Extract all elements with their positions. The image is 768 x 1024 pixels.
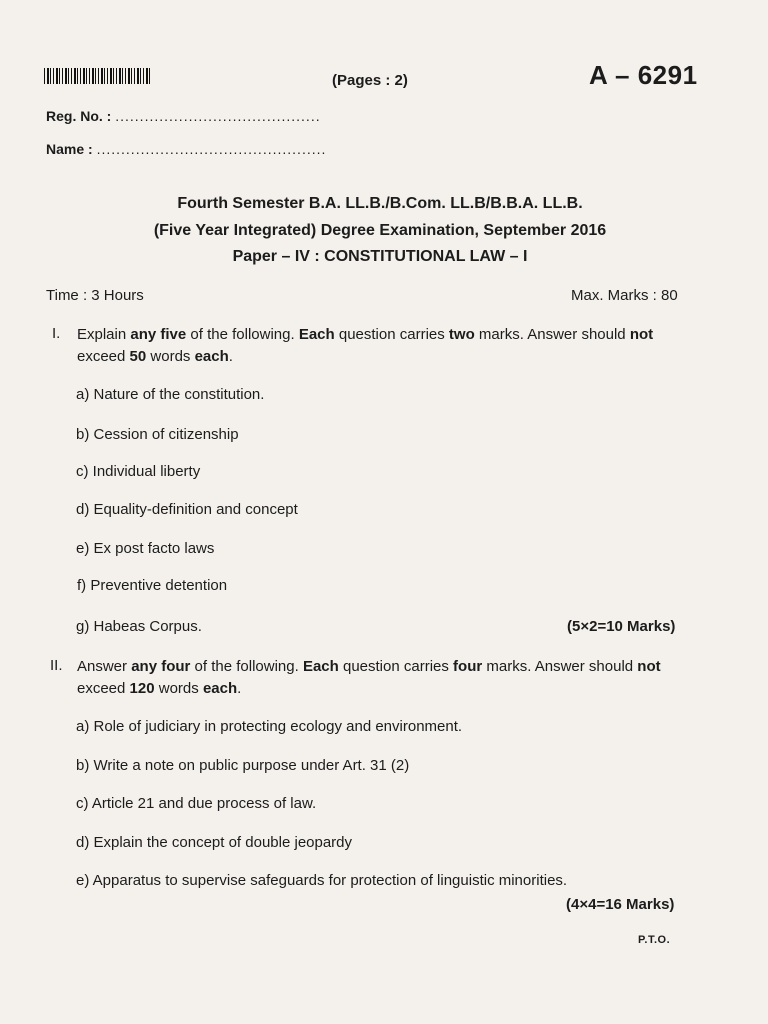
section-1-instructions: Explain any five of the following. Each question carries two marks. Answer should not exceed 50 words each.: [77, 326, 654, 365]
question-1f: f) Preventive detention: [77, 577, 228, 594]
paper-code: A – 6291: [589, 60, 698, 90]
reg-no-dots: ..........................................: [115, 108, 321, 124]
question-2b: b) Write a note on public purpose under Art. 31 (2): [76, 757, 410, 774]
question-2c: c) Article 21 and due process of law.: [76, 795, 317, 812]
exam-title-line1: Fourth Semester B.A. LL.B./B.Com. LL.B/B.B.A. LL.B.: [177, 195, 583, 212]
section-2-number: II.: [50, 657, 63, 674]
exam-title-line2: (Five Year Integrated) Degree Examination, September 2016: [153, 222, 607, 239]
barcode: [44, 68, 150, 84]
page-count: (Pages : 2): [332, 72, 408, 89]
section-1-total-marks: (5×2=10 Marks): [567, 618, 676, 635]
question-1c: c) Individual liberty: [76, 463, 201, 480]
reg-no-field: [46, 108, 321, 124]
section-2-total-marks: (4×4=16 Marks): [566, 896, 675, 913]
question-1g: g) Habeas Corpus.: [76, 618, 202, 635]
question-1d: d) Equality-definition and concept: [76, 501, 298, 518]
time-allowed: Time : 3 Hours: [46, 287, 144, 304]
name-field: [46, 141, 326, 157]
question-1b: b) Cession of citizenship: [76, 426, 239, 443]
section-1-number: I.: [52, 325, 61, 342]
question-1a: a) Nature of the constitution.: [76, 386, 265, 403]
question-2a: a) Role of judiciary in protecting ecology and environment.: [76, 718, 463, 735]
question-1e: e) Ex post facto laws: [76, 540, 215, 557]
max-marks: Max. Marks : 80: [571, 287, 678, 304]
reg-no-label: Reg. No. :: [46, 108, 112, 124]
name-label: Name :: [46, 141, 93, 157]
question-2d: d) Explain the concept of double jeopardy: [76, 834, 353, 851]
section-2-instructions: Answer any four of the following. Each question carries four marks. Answer should not exceed 120 words each.: [77, 658, 661, 697]
exam-title-line3: Paper – IV : CONSTITUTIONAL LAW – I: [232, 248, 528, 265]
name-dots: ...............................................: [96, 141, 327, 157]
please-turn-over: P.T.O.: [638, 934, 671, 946]
question-2e: e) Apparatus to supervise safeguards for protection of linguistic minorities.: [76, 872, 568, 889]
